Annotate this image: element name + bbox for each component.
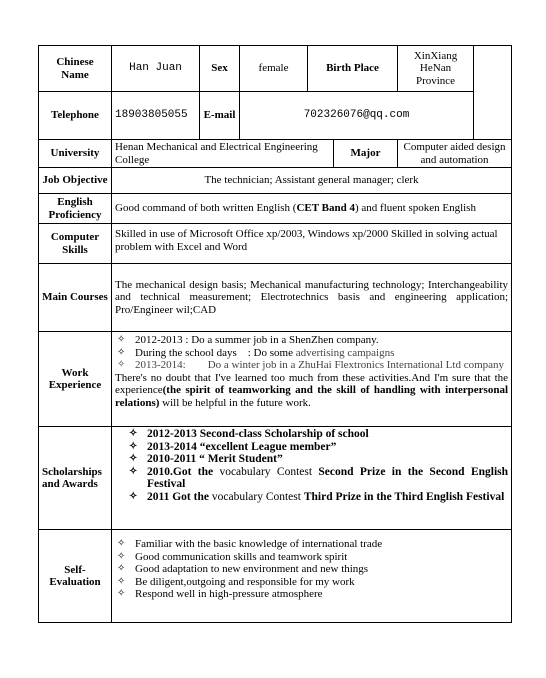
email-label: E-mail — [200, 92, 240, 140]
university-value: Henan Mechanical and Electrical Engineering College — [112, 140, 334, 168]
scholarship-item — [127, 453, 508, 466]
resume-table — [38, 45, 512, 623]
row-scholarships — [39, 427, 512, 530]
scholarship-text: 2010.Got the — [147, 465, 220, 478]
self-item-text: Familiar with the basic knowledge of international trade — [135, 538, 383, 550]
self-item — [115, 563, 508, 576]
work-item — [115, 359, 508, 372]
row-courses — [39, 264, 512, 332]
work-item — [115, 334, 508, 347]
work-value — [112, 332, 512, 427]
work-item-text: 2013-2014: Do a winter job in a ZhuHai Flextronics International Ltd company — [135, 359, 505, 371]
scholarships-value — [112, 427, 512, 530]
self-item-text: Be diligent,outgoing and responsible for my work — [135, 575, 355, 588]
photo-cell — [474, 46, 512, 140]
self-item-text: Good communication skills and teamwork spirit — [135, 550, 348, 563]
scholarship-text: 2012-2013 Second-class Scholarship of school — [147, 428, 369, 440]
objective-value: The technician; Assistant general manager; clerk — [112, 168, 512, 194]
birthplace-value: XinXiang HeNan Province — [398, 46, 474, 92]
work-item — [115, 347, 508, 360]
courses-label: Main Courses — [39, 264, 112, 332]
bullet-icon: ✧ — [129, 465, 138, 477]
scholarships-label: Scholarships and Awards — [39, 427, 112, 530]
scholarship-item — [127, 466, 508, 491]
self-value — [112, 530, 512, 623]
major-label: Major — [334, 140, 398, 168]
bullet-icon: ✧ — [117, 550, 126, 562]
english-bold: CET Band 4 — [296, 202, 355, 215]
scholarship-text: 2011 Got the — [147, 490, 212, 503]
self-item — [115, 588, 508, 601]
self-item — [115, 551, 508, 564]
objective-label: Job Objective — [39, 168, 112, 194]
row-self — [39, 530, 512, 623]
english-post: ) and fluent spoken English — [354, 202, 476, 215]
bullet-icon: ✧ — [129, 428, 138, 439]
english-label: English Proficiency — [39, 194, 112, 224]
bullet-icon: ✧ — [117, 346, 126, 358]
work-label: Work Experience — [39, 332, 112, 427]
row-name — [39, 46, 512, 92]
scholarship-text-post: Third Prize in the Third English Festival — [303, 490, 505, 503]
computer-label: Computer Skills — [39, 224, 112, 264]
computer-value: Skilled in use of Microsoft Office xp/2003, Windows xp/2000 Skilled in solving actual problem with Excel and Word — [112, 224, 512, 264]
bullet-icon: ✧ — [129, 490, 138, 502]
work-list — [115, 334, 508, 372]
bullet-icon: ✧ — [117, 588, 126, 599]
telephone-value: 18903805055 — [112, 92, 200, 140]
self-label: Self-Evaluation — [39, 530, 112, 623]
self-item-text: Good adaptation to new environment and new things — [135, 563, 369, 575]
sex-label: Sex — [200, 46, 240, 92]
sex-value: female — [240, 46, 308, 92]
english-value — [112, 194, 512, 224]
scholarship-item — [127, 491, 508, 504]
work-item-text: 2012-2013 : Do a summer job in a ShenZhen company. — [135, 334, 379, 346]
self-item-text: Respond well in high-pressure atmosphere — [135, 588, 323, 600]
birthplace-label: Birth Place — [308, 46, 398, 92]
english-pre: Good command of both written English ( — [115, 202, 297, 215]
courses-value: The mechanical design basis; Mechanical manufacturing technology; Interchangeability and technical measurement; Electrotechnics basis and engineering application; Pro/Engineer wil;CAD — [112, 264, 512, 332]
work-item-text-tail: advertising campaigns — [295, 346, 395, 359]
telephone-label: Telephone — [39, 92, 112, 140]
scholarship-text: 2010-2011 “ Merit Student” — [147, 453, 283, 465]
self-list — [115, 538, 508, 601]
scholarship-text: 2013-2014 “excellent League member” — [147, 440, 337, 453]
university-label: University — [39, 140, 112, 168]
work-para-bold: (the spirit of teamworking and the skill of handling with interpersonal relations) — [115, 384, 509, 409]
row-work — [39, 332, 512, 427]
work-para-post: will be helpful in the future work. — [159, 396, 311, 409]
name-label: Chinese Name — [39, 46, 112, 92]
row-telephone — [39, 92, 512, 140]
bullet-icon: ✧ — [129, 453, 138, 464]
scholarship-text-mid: vocabulary Contest — [219, 465, 319, 478]
scholarship-list — [115, 428, 508, 503]
major-value: Computer aided design and automation — [398, 140, 512, 168]
work-para-pre: There's no doubt that I've learned too much from these activities.And I'm sure that the experience — [115, 371, 509, 396]
scholarship-text-post: Second Prize in the Second English Festival — [147, 465, 509, 490]
bullet-icon: ✧ — [117, 575, 126, 587]
bullet-icon: ✧ — [117, 334, 126, 345]
scholarship-text-mid: vocabulary Contest — [211, 490, 304, 503]
self-item — [115, 576, 508, 589]
row-university — [39, 140, 512, 168]
self-item — [115, 538, 508, 551]
bullet-icon: ✧ — [117, 538, 126, 549]
row-computer — [39, 224, 512, 264]
email-value: 702326076@qq.com — [240, 92, 474, 140]
scholarship-item — [127, 428, 508, 441]
work-item-text: During the school days : Do some — [135, 346, 296, 359]
bullet-icon: ✧ — [129, 440, 138, 452]
bullet-icon: ✧ — [117, 359, 126, 370]
name-value: Han Juan — [112, 46, 200, 92]
work-paragraph — [115, 372, 508, 410]
scholarship-item — [127, 441, 508, 454]
row-objective — [39, 168, 512, 194]
bullet-icon: ✧ — [117, 563, 126, 574]
row-english — [39, 194, 512, 224]
